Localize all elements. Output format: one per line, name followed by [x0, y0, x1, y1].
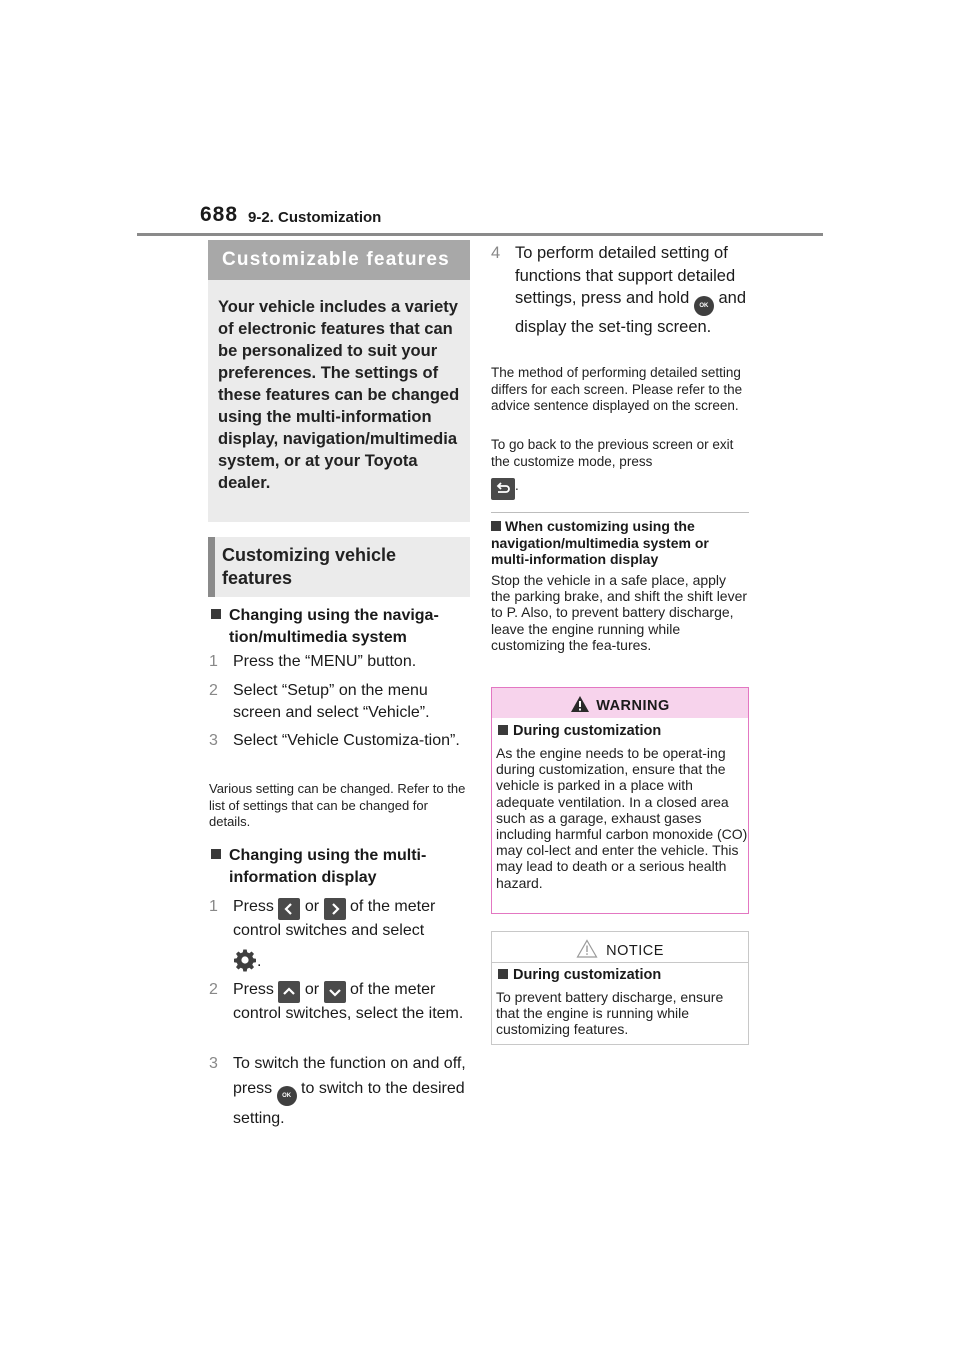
back-button-icon: [491, 478, 515, 500]
square-bullet-icon: [498, 725, 508, 735]
nav-step-1: 1 Press the “MENU” button.: [209, 653, 417, 670]
caution-triangle-icon: [576, 939, 598, 958]
square-bullet-icon: [491, 521, 501, 531]
notice-title: NOTICE: [492, 939, 748, 959]
down-arrow-key-icon: [324, 981, 346, 1003]
heading-accent-bar: [208, 537, 215, 597]
ok-button-icon: OK: [277, 1086, 297, 1106]
nav-system-heading: Changing using the naviga- tion/multimedia system: [211, 605, 469, 649]
customizable-features-body: Your vehicle includes a variety of electronic features that can be personalized to suit your preferences. The settings of these features can be changed using the multi-information display, navigation/multimedia system, or at your Toyota dealer.: [218, 298, 460, 492]
warning-header: [492, 688, 748, 718]
square-bullet-icon: [498, 969, 508, 979]
gear-icon: [233, 948, 257, 979]
mid-heading: Changing using the multi- information display: [211, 845, 469, 889]
notice-box: [491, 931, 749, 1045]
left-arrow-key-icon: [278, 898, 300, 920]
customizing-vehicle-features-box: [208, 537, 470, 597]
ok-button-icon: OK: [694, 296, 714, 316]
warning-triangle-icon: [570, 695, 590, 713]
when-customizing-body: Stop the vehicle in a safe place, apply the parking brake, and shift the shift lever to P. Also, to prevent battery discharge, leave the engine running while customizing the fea-tures.: [491, 572, 748, 653]
square-bullet-icon: [211, 609, 221, 619]
warning-title: WARNING: [492, 695, 748, 714]
square-bullet-icon: [211, 849, 221, 859]
section-divider: [491, 512, 749, 513]
section-title: 9-2. Customization: [248, 209, 382, 226]
mid-step-2: 2 Press or of the meter control switches, select the item.: [209, 981, 464, 1022]
warning-box: [491, 687, 749, 914]
customizable-features-title: Customizable features: [208, 240, 470, 280]
up-arrow-key-icon: [278, 981, 300, 1003]
right-arrow-key-icon: [324, 898, 346, 920]
back-note: To go back to the previous screen or exit the customize mode, press .: [491, 437, 753, 500]
step-4: 4 To perform detailed setting of functions that support detailed settings, press and hold OK and display the set-ting screen.: [491, 244, 746, 336]
warning-body: As the engine needs to be operat-ing during customization, ensure that the vehicle is parked in a place with adequate ventilation. In a closed area such as a garage, exhaust gases including harmful carbon monoxide (CO) may col-lect and enter the vehicle. This may lead to death or a serious health hazard.: [496, 745, 748, 891]
customizing-vehicle-features-title: Customizing vehicle features: [222, 545, 397, 588]
when-customizing-heading: When customizing using the navigation/multimedia system or multi-information display: [491, 518, 709, 567]
customizable-features-box: [208, 240, 470, 522]
header-divider: [137, 233, 823, 236]
mid-step-1: 1 Press or of the meter control switches and select .: [209, 896, 471, 979]
mid-step-3: 3 To switch the function on and off, press OK to switch to the desired setting.: [209, 1055, 466, 1127]
notice-subheading: During customization: [498, 966, 744, 984]
method-note: The method of performing detailed setting differs for each screen. Please refer to the advice sentence displayed on the screen.: [491, 365, 743, 413]
nav-step-3: 3 Select “Vehicle Customiza-tion”.: [209, 732, 460, 749]
notice-body: To prevent battery discharge, ensure that the engine is running while customizing features.: [496, 989, 724, 1038]
nav-note: Various setting can be changed. Refer to the list of settings that can be changed for details.: [209, 781, 466, 829]
nav-step-2: 2 Select “Setup” on the menu screen and select “Vehicle”.: [209, 682, 430, 721]
notice-header: [492, 932, 748, 963]
warning-subheading: During customization: [498, 722, 744, 740]
page-number: 688: [200, 203, 239, 226]
